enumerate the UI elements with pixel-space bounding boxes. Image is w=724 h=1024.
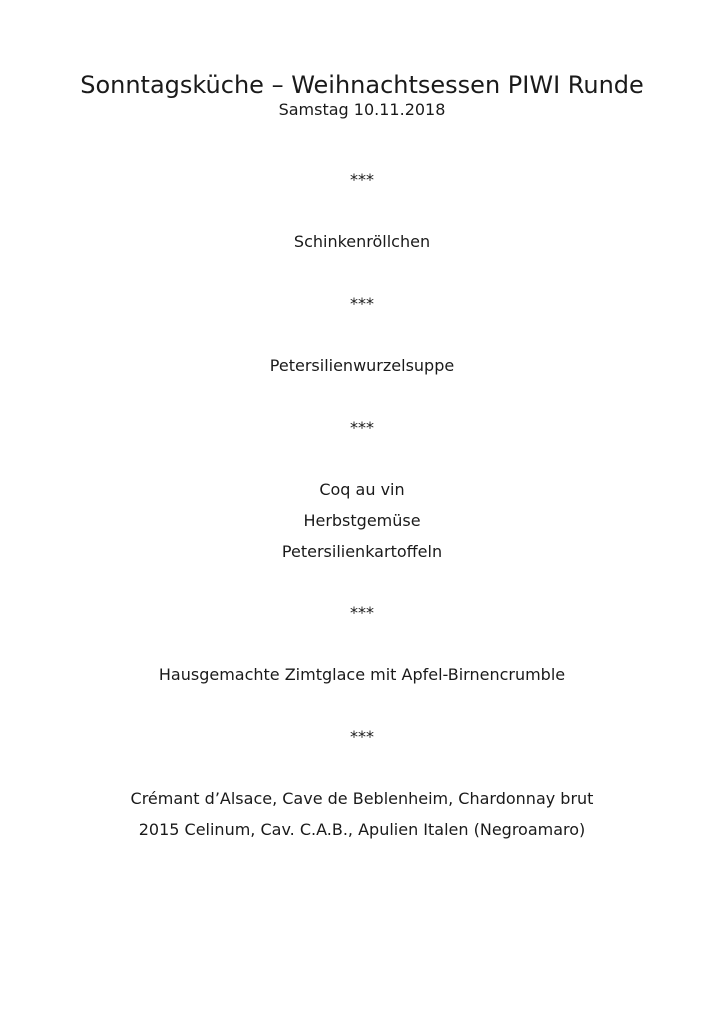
course-starter: Schinkenröllchen [293, 232, 431, 251]
separator: *** [350, 727, 374, 746]
page-title: Sonntagsküche – Weihnachtsessen PIWI Runde [80, 71, 644, 99]
course-dessert: Hausgemachte Zimtglace mit Apfel-Birnencrumble [158, 665, 566, 684]
course-main-item: Herbstgemüse [303, 511, 421, 530]
wine-item: Crémant d’Alsace, Cave de Beblenheim, Chardonnay brut [130, 789, 594, 808]
wine-item: 2015 Celinum, Cav. C.A.B., Apulien Italen (Negroamaro) [138, 820, 586, 839]
course-main-item: Petersilienkartoffeln [281, 542, 443, 561]
course-soup: Petersilienwurzelsuppe [269, 356, 455, 375]
separator: *** [350, 294, 374, 313]
course-main-item: Coq au vin [319, 480, 405, 499]
separator: *** [350, 418, 374, 437]
separator: *** [350, 603, 374, 622]
event-date: Samstag 10.11.2018 [278, 100, 446, 119]
separator: *** [350, 170, 374, 189]
